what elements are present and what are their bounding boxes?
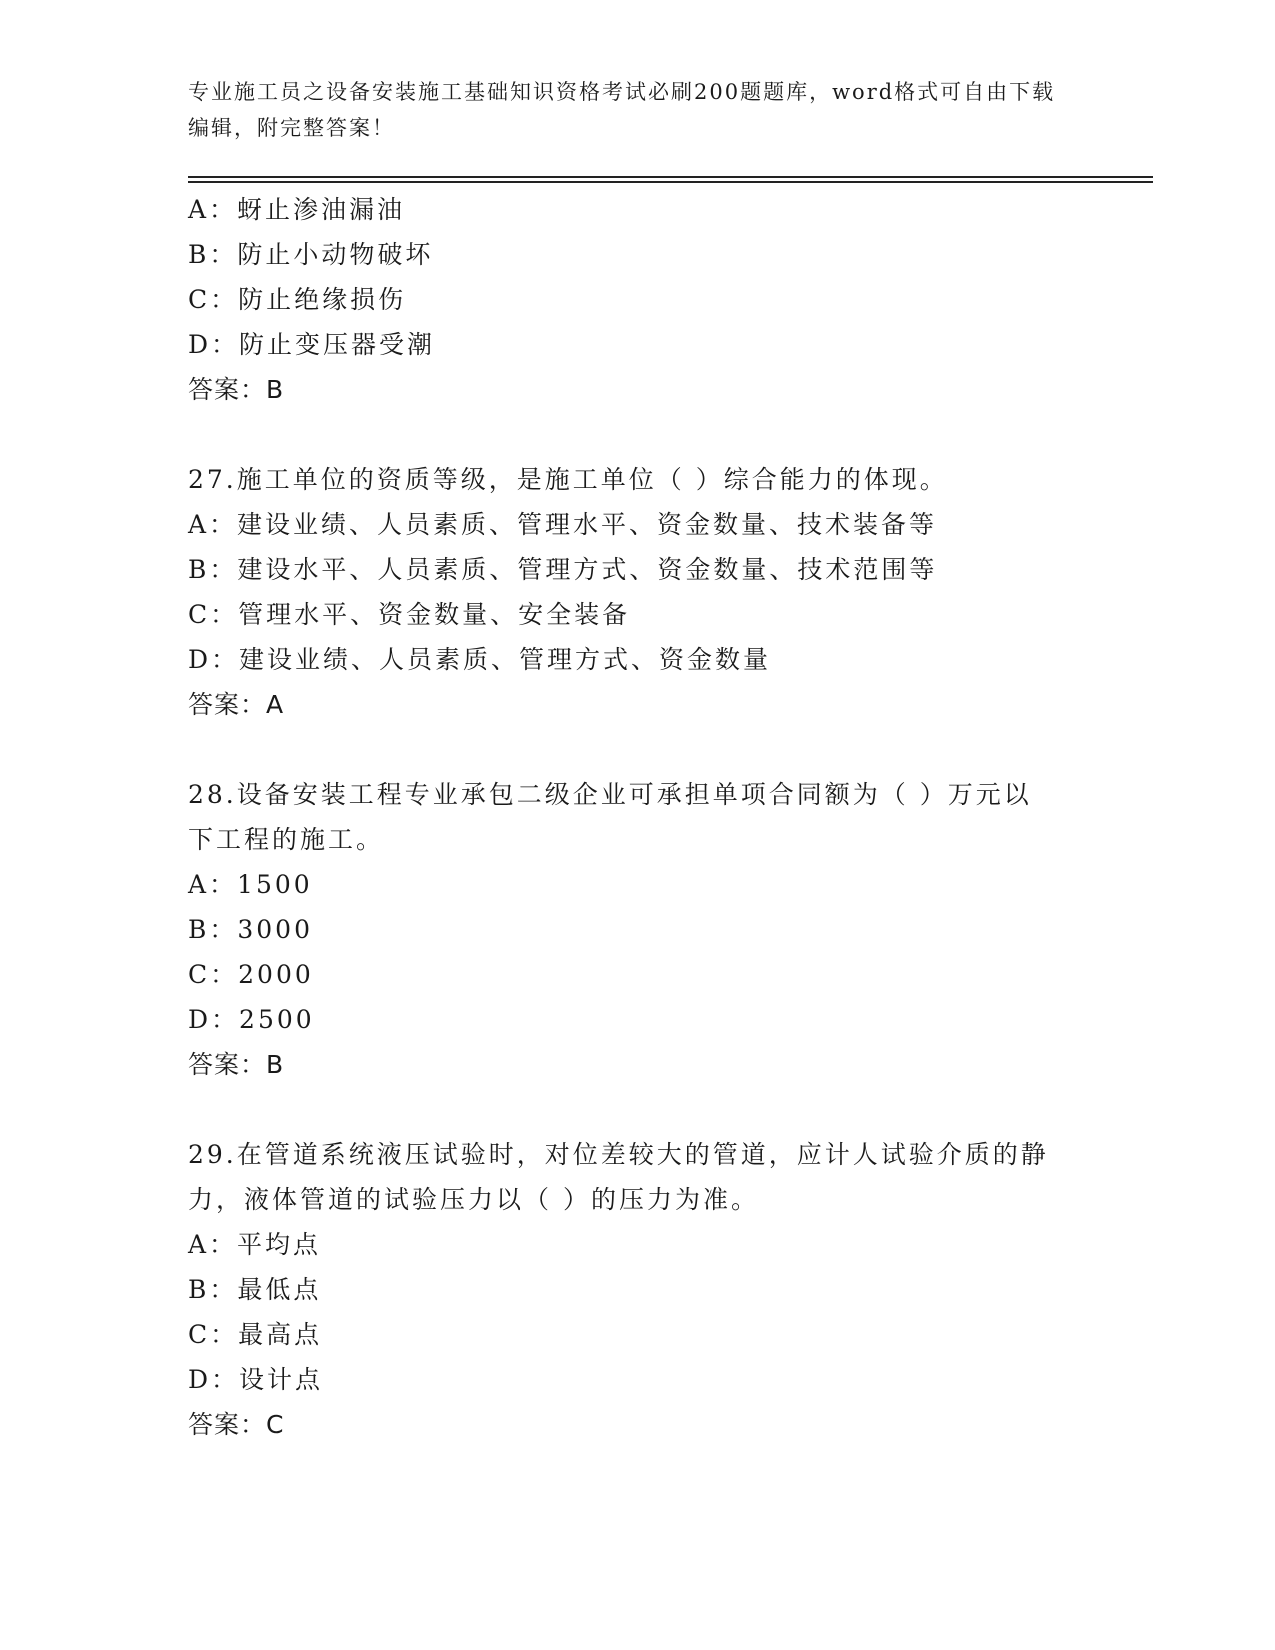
q27-answer: 答案：A xyxy=(188,690,285,719)
q26-option-c: C：防止绝缘损伤 xyxy=(188,285,407,314)
q28-option-c: C：2000 xyxy=(188,960,314,989)
q26-option-b: B：防止小动物破坏 xyxy=(188,240,434,269)
q29-option-b: B：最低点 xyxy=(188,1275,322,1304)
q28-question-line2: 下工程的施工。 xyxy=(188,825,385,854)
q27-question: 27.施工单位的资质等级，是施工单位（ ）综合能力的体现。 xyxy=(188,465,948,494)
q27-option-a: A：建设业绩、人员素质、管理水平、资金数量、技术装备等 xyxy=(188,510,938,539)
document-header: 专业施工员之设备安装施工基础知识资格考试必刷200题题库，word格式可自由下载编辑，附完整答案！ xyxy=(188,80,1056,140)
q28-answer: 答案：B xyxy=(188,1050,285,1079)
q28-option-b: B：3000 xyxy=(188,915,313,944)
q27-option-c: C：管理水平、资金数量、安全装备 xyxy=(188,600,631,629)
header-rule-bottom xyxy=(188,181,1153,183)
q29-question-line1: 29.在管道系统液压试验时，对位差较大的管道，应计人试验介质的静 xyxy=(188,1140,1049,1169)
q29-option-a: A：平均点 xyxy=(188,1230,322,1259)
q26-option-a: A：蚜止渗油漏油 xyxy=(188,195,406,224)
q26-option-d: D：防止变压器受潮 xyxy=(188,330,436,359)
q26-answer: 答案：B xyxy=(188,375,285,404)
q29-answer: 答案：C xyxy=(188,1410,285,1439)
q28-option-d: D：2500 xyxy=(188,1005,315,1034)
q29-question-line2: 力，液体管道的试验压力以（ ）的压力为准。 xyxy=(188,1185,759,1214)
header-rule-top xyxy=(188,176,1153,178)
q28-option-a: A：1500 xyxy=(188,870,313,899)
q28-question-line1: 28.设备安装工程专业承包二级企业可承担单项合同额为（ ）万元以 xyxy=(188,780,1032,809)
q27-option-b: B：建设水平、人员素质、管理方式、资金数量、技术范围等 xyxy=(188,555,938,584)
q27-option-d: D：建设业绩、人员素质、管理方式、资金数量 xyxy=(188,645,772,674)
q29-option-c: C：最高点 xyxy=(188,1320,323,1349)
q29-option-d: D：设计点 xyxy=(188,1365,324,1394)
